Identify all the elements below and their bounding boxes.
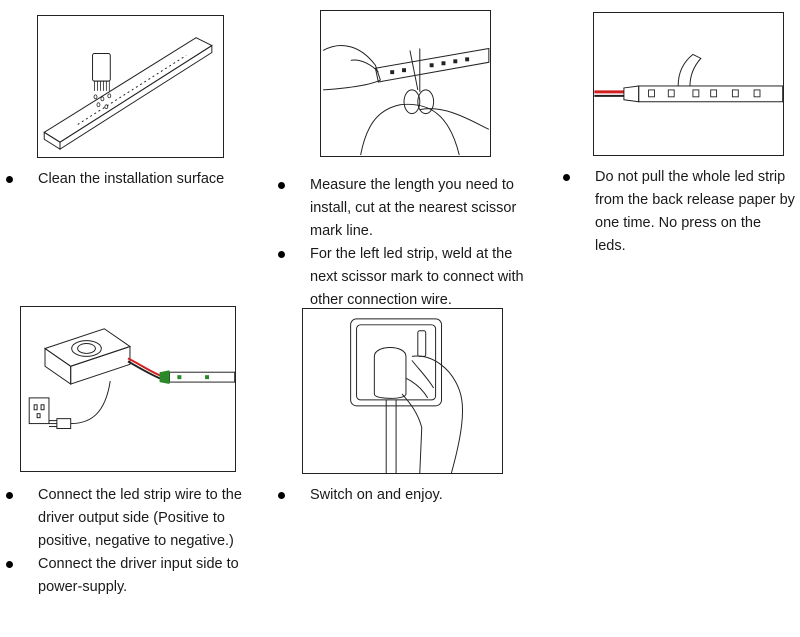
driver-connection-illustration: [20, 306, 236, 472]
bullet-item: For the left led strip, weld at the next scissor mark to connect with other connection wire.: [278, 243, 540, 312]
bullet-item: Connect the led strip wire to the driver output side (Positive to positive, negative to negative.): [6, 484, 258, 553]
step-cut-text: [278, 174, 540, 312]
step-switch-text: [278, 484, 518, 507]
release-paper-illustration: [593, 12, 784, 156]
step-clean-text: [6, 168, 246, 191]
clean-surface-illustration: [37, 15, 224, 158]
bullet-item: Clean the installation surface: [6, 168, 246, 191]
bullet-item: Measure the length you need to install, cut at the nearest scissor mark line.: [278, 174, 540, 243]
cut-strip-illustration: [320, 10, 491, 157]
step-release-text: [563, 166, 795, 258]
step-connect-text: [6, 484, 258, 599]
bullet-item: Switch on and enjoy.: [278, 484, 518, 507]
switch-on-illustration: [302, 308, 503, 474]
bullet-item: Do not pull the whole led strip from the back release paper by one time. No press on the leds.: [563, 166, 795, 258]
bullet-item: Connect the driver input side to power-supply.: [6, 553, 258, 599]
